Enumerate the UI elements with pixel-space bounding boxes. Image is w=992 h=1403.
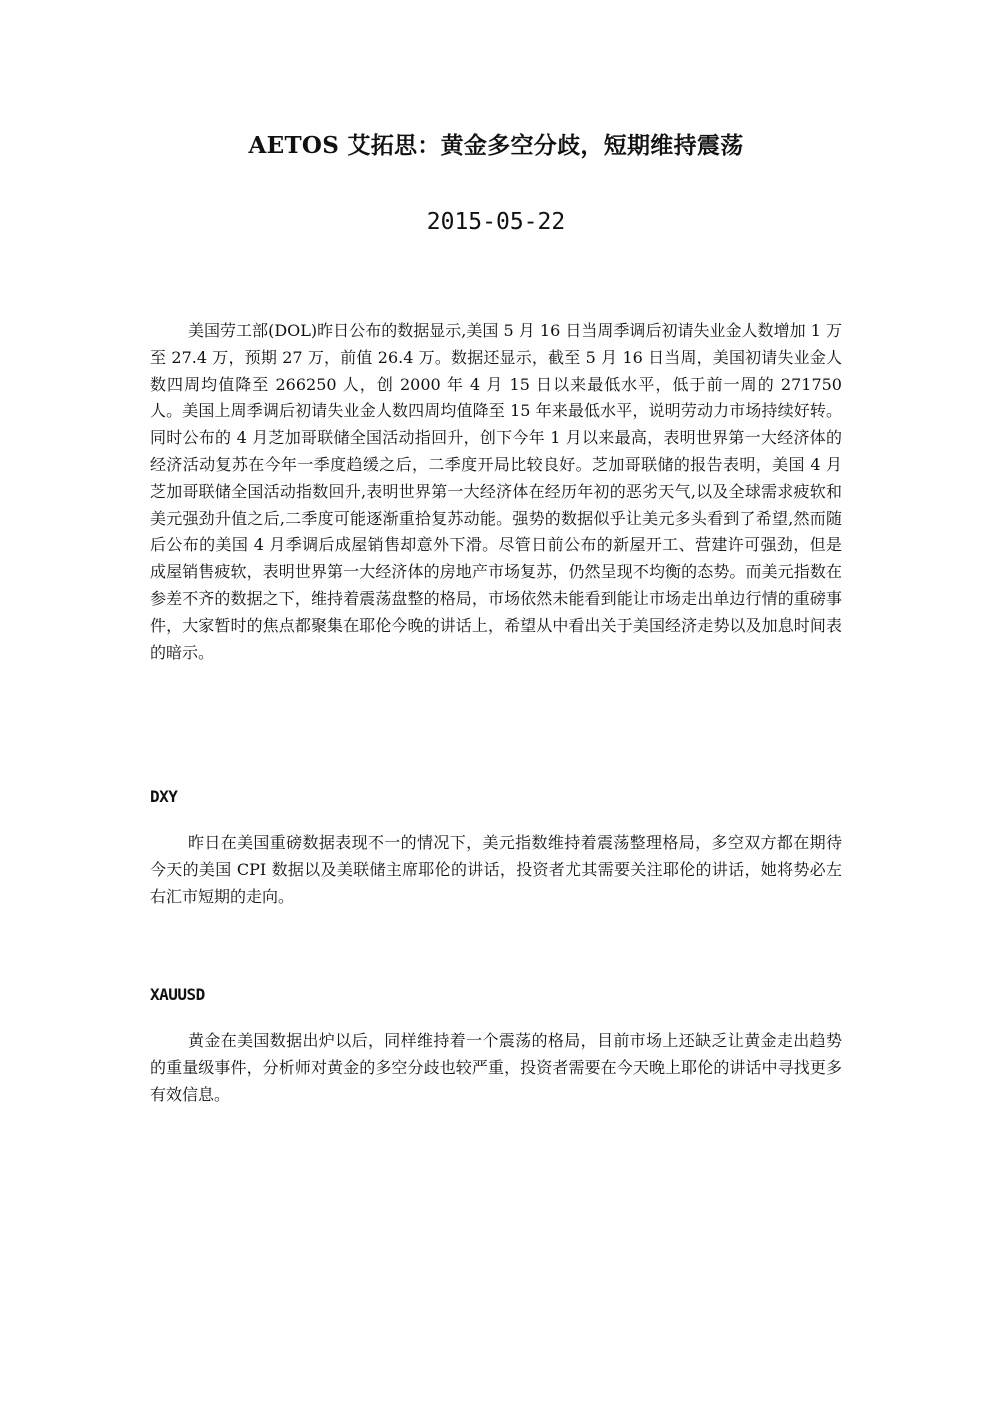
intro-paragraph: 美国劳工部(DOL)昨日公布的数据显示,美国 5 月 16 日当周季调后初请失业金人数增加 1 万至 27.4 万，预期 27 万，前值 26.4 万。数据还显示，截至 5 月 16 日当周，美国初请失业金人数四周均值降至 266250 人，创 2000 年 4 月 15 日以来最低水平，低于前一周的 271750 人。美国上周季调后初请失业金人数四周均值降至 15 年来最低水平，说明劳动力市场持续好转。同时公布的 4 月芝加哥联储全国活动指回升，创下今年 1 月以来最高，表明世界第一大经济体的经济活动复苏在今年一季度趋缓之后，二季度开局比较良好。芝加哥联储的报告表明，美国 4 月芝加哥联储全国活动指数回升,表明世界第一大经济体在经历年初的恶劣天气,以及全球需求疲软和美元强劲升值之后,二季度可能逐渐重拾复苏动能。强势的数据似乎让美元多头看到了希望,然而随后公布的美国 4 月季调后成屋销售却意外下滑。尽管日前公布的新屋开工、营建许可强劲，但是成屋销售疲软，表明世界第一大经济体的房地产市场复苏，仍然呈现不均衡的态势。而美元指数在参差不齐的数据之下，维持着震荡盘整的格局，市场依然未能看到能让市场走出单边行情的重磅事件，大家暂时的焦点都聚集在耶伦今晚的讲话上，希望从中看出关于美国经济走势以及加息时间表的暗示。: [150, 321, 842, 662]
document-date: 2015-05-22: [426, 209, 566, 235]
xauusd-heading: XAUUSD: [150, 985, 205, 1004]
dxy-heading: DXY: [150, 787, 178, 806]
dxy-paragraph: 昨日在美国重磅数据表现不一的情况下，美元指数维持着震荡整理格局，多空双方都在期待今天的美国 CPI 数据以及美联储主席耶伦的讲话，投资者尤其需要关注耶伦的讲话，她将势必左右汇市短期的走向。: [150, 833, 842, 906]
xauusd-section: [150, 984, 842, 1108]
dxy-section: [150, 786, 842, 910]
intro-section: [150, 318, 842, 666]
document-title: AETOS 艾拓思：黄金多空分歧，短期维持震荡: [248, 132, 744, 159]
xauusd-paragraph: 黄金在美国数据出炉以后，同样维持着一个震荡的格局，目前市场上还缺乏让黄金走出趋势的重量级事件，分析师对黄金的多空分歧也较严重，投资者需要在今天晚上耶伦的讲话中寻找更多有效信息。: [150, 1031, 842, 1104]
